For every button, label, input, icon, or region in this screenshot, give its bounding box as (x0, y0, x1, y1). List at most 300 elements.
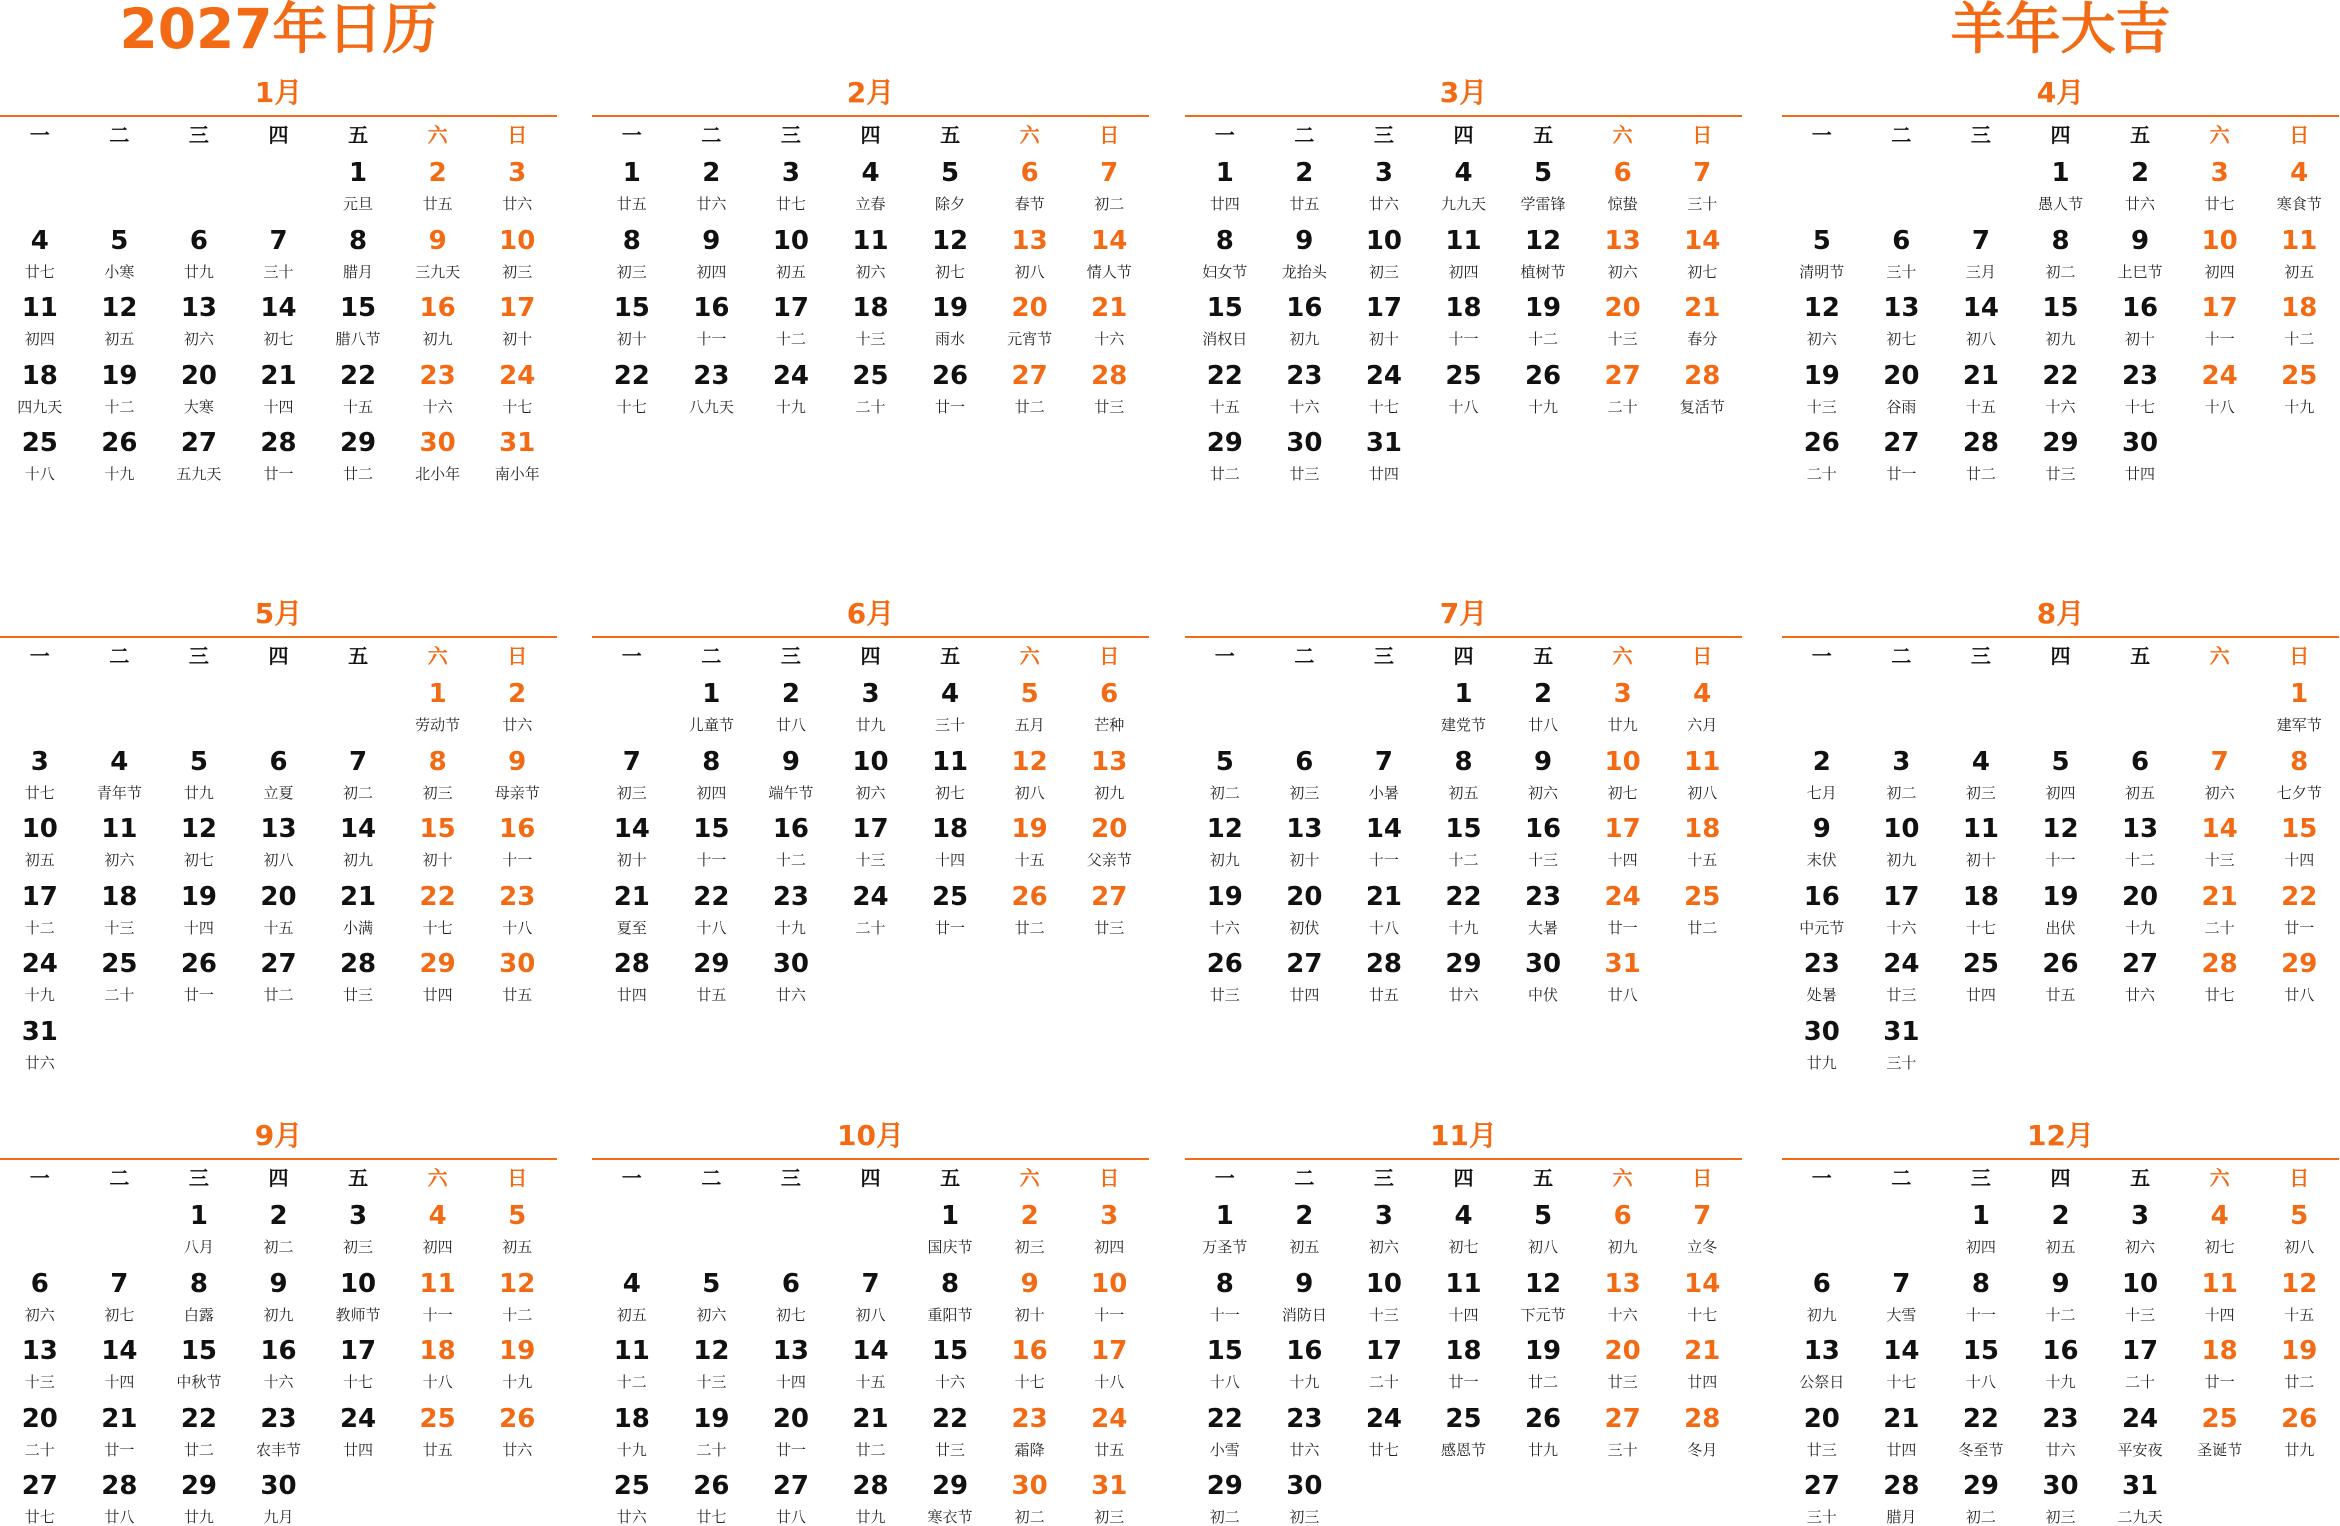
day-cell (1265, 224, 1345, 280)
day-number: 1 (349, 158, 368, 188)
day-number: 12 (2281, 1268, 2318, 1299)
day-cell (1583, 224, 1663, 280)
day-cell (831, 224, 911, 280)
day-number: 16 (2042, 1336, 2079, 1366)
empty-cell (1782, 156, 1862, 212)
day-number: 19 (2042, 881, 2079, 912)
day-number: 31 (2121, 1471, 2159, 1501)
day-cell (1344, 156, 1424, 212)
lunar-date: 廿一 (104, 1440, 135, 1459)
weekday-label: 四 (1453, 1166, 1474, 1190)
day-number: 14 (1962, 293, 2000, 323)
lunar-date: 二十 (855, 918, 886, 937)
day-cell (398, 880, 478, 936)
lunar-date: 十二 (2125, 851, 2156, 869)
day-number: 4 (861, 158, 880, 188)
day-number: 29 (931, 1471, 969, 1501)
lunar-date: 十一 (1094, 1305, 1125, 1324)
day-number: 22 (1206, 1403, 1243, 1434)
day-cell (2021, 1267, 2101, 1323)
day-number: 18 (419, 1336, 456, 1366)
day-number: 7 (622, 746, 641, 777)
day-number: 20 (1883, 360, 1920, 391)
weekday-header (1782, 121, 2339, 149)
day-number: 12 (1803, 293, 1840, 323)
lunar-date: 初七 (1607, 783, 1638, 802)
empty-cell (1862, 677, 1942, 733)
lunar-date: 廿一 (935, 397, 966, 416)
lunar-date: 初十 (1965, 851, 1996, 869)
lunar-date: 廿三 (1607, 1373, 1638, 1391)
day-cell (1344, 745, 1424, 801)
lunar-date: 十二 (2284, 330, 2315, 348)
empty-cell (1862, 156, 1942, 212)
lunar-date: 初伏 (1289, 918, 1320, 937)
lunar-date: 廿一 (183, 986, 214, 1004)
day-number: 3 (349, 1201, 368, 1231)
day-cell (990, 156, 1070, 212)
lunar-date: 元宵节 (1007, 330, 1053, 348)
day-cell (1941, 359, 2021, 415)
day-cell (672, 359, 752, 415)
day-number: 17 (852, 814, 889, 844)
day-cell (2259, 677, 2339, 733)
lunar-date: 八月 (183, 1238, 214, 1256)
lunar-date: 初九 (1289, 330, 1320, 348)
lunar-date: 廿七 (1368, 1440, 1399, 1459)
lunar-date: 十一 (1448, 330, 1479, 348)
lunar-date: 十五 (343, 397, 374, 416)
lunar-date: 廿五 (422, 195, 453, 213)
day-cell (1941, 880, 2021, 936)
day-cell (477, 224, 557, 280)
day-cell (1941, 1199, 2021, 1255)
day-number: 12 (1524, 1268, 1562, 1299)
day-cell (477, 947, 557, 1003)
lunar-date: 国庆节 (927, 1238, 973, 1256)
day-number: 14 (852, 1336, 889, 1366)
day-cell (1503, 156, 1583, 212)
lunar-date: 初九 (343, 851, 374, 869)
day-number: 11 (101, 814, 138, 844)
lunar-date: 谷雨 (1886, 397, 1917, 416)
day-number: 26 (2042, 949, 2079, 979)
lunar-date: 初七 (183, 851, 214, 869)
empty-cell (751, 1199, 831, 1255)
day-number: 11 (2281, 225, 2318, 256)
lunar-date: 劳动节 (415, 716, 461, 734)
day-number: 23 (1803, 949, 1840, 979)
day-cell (159, 359, 239, 415)
day-number: 27 (1091, 881, 1128, 912)
lunar-date: 初三 (343, 1238, 374, 1256)
day-number: 18 (2281, 293, 2318, 323)
day-cell (1503, 359, 1583, 415)
lunar-date: 北小年 (415, 465, 461, 483)
day-number: 25 (1962, 949, 2000, 979)
day-cell (159, 812, 239, 868)
lunar-date: 廿八 (1528, 716, 1559, 734)
day-number: 24 (499, 360, 536, 391)
month-divider (0, 1158, 557, 1160)
weekday-label: 三 (1373, 123, 1394, 147)
day-cell (831, 745, 911, 801)
day-number: 24 (21, 949, 58, 979)
day-cell (80, 812, 160, 868)
weekday-label: 四 (860, 644, 881, 668)
lunar-date: 十一 (696, 330, 727, 348)
day-cell (239, 224, 319, 280)
day-number: 22 (419, 881, 456, 912)
day-cell (1265, 812, 1345, 868)
day-grid (1782, 677, 2339, 1071)
empty-cell (159, 677, 239, 733)
day-number: 26 (931, 360, 969, 391)
lunar-date: 廿四 (422, 986, 453, 1004)
day-number: 11 (1445, 225, 1482, 256)
day-number: 24 (1883, 949, 1920, 979)
weekday-label: 三 (780, 1166, 801, 1190)
day-cell (159, 224, 239, 280)
day-number: 13 (260, 814, 297, 844)
lunar-date: 圣诞节 (2197, 1440, 2243, 1459)
day-cell (2259, 224, 2339, 280)
day-cell (2180, 745, 2260, 801)
day-cell (0, 224, 80, 280)
day-number: 9 (269, 1268, 288, 1299)
day-cell (672, 224, 752, 280)
day-number: 18 (1445, 1336, 1482, 1366)
lunar-date: 十八 (422, 1373, 453, 1391)
lunar-date: 初十 (1368, 330, 1399, 348)
day-cell (1424, 880, 1504, 936)
day-number: 28 (1684, 1403, 1721, 1434)
day-cell (672, 1402, 752, 1458)
day-cell (1503, 677, 1583, 733)
lunar-date: 廿四 (1965, 986, 1996, 1004)
lunar-date: 初五 (104, 330, 135, 348)
lunar-date: 出伏 (2045, 918, 2076, 937)
day-number: 21 (260, 360, 297, 391)
day-number: 26 (1206, 949, 1243, 979)
weekday-label: 三 (1373, 1166, 1394, 1190)
day-cell (1069, 291, 1149, 347)
lunar-date: 廿四 (1687, 1373, 1718, 1391)
day-number: 24 (1365, 360, 1403, 391)
day-number: 29 (419, 949, 456, 979)
lunar-date: 十三 (24, 1373, 55, 1391)
day-cell (0, 1402, 80, 1458)
weekday-label: 五 (940, 644, 961, 668)
day-cell (1185, 291, 1265, 347)
lunar-date: 下元节 (1520, 1305, 1566, 1324)
day-grid (1185, 677, 1742, 1003)
day-cell (1782, 1267, 1862, 1323)
day-number: 10 (339, 1268, 377, 1299)
lunar-date: 十七 (1368, 397, 1399, 416)
month-divider (1185, 636, 1742, 638)
lunar-date: 初三 (616, 262, 647, 281)
day-number: 20 (1604, 1336, 1641, 1366)
lunar-date: 廿二 (1965, 465, 1996, 483)
day-cell (2259, 1334, 2339, 1390)
day-cell (2100, 1402, 2180, 1458)
day-cell (239, 1469, 319, 1525)
weekday-header (592, 121, 1149, 149)
day-cell (990, 1199, 1070, 1255)
day-grid (1782, 156, 2339, 482)
day-cell (1583, 880, 1663, 936)
lunar-date: 十三 (2125, 1305, 2156, 1324)
day-cell (1941, 812, 2021, 868)
lunar-date: 初四 (2045, 783, 2076, 802)
day-cell (80, 880, 160, 936)
day-cell (1069, 745, 1149, 801)
lunar-date: 中伏 (1528, 986, 1559, 1004)
day-number: 21 (339, 881, 377, 912)
day-cell (2021, 812, 2101, 868)
day-cell (990, 291, 1070, 347)
day-cell (1941, 1402, 2021, 1458)
day-cell (80, 1469, 160, 1525)
day-number: 12 (1206, 814, 1243, 844)
day-cell (1069, 677, 1149, 733)
lunar-date: 十二 (616, 1373, 647, 1391)
day-cell (2180, 1199, 2260, 1255)
lunar-date: 廿六 (616, 1508, 647, 1526)
day-cell (239, 426, 319, 482)
day-cell (1941, 426, 2021, 482)
day-number: 24 (2121, 1403, 2159, 1434)
day-cell (1344, 359, 1424, 415)
lunar-date: 端午节 (768, 783, 814, 802)
day-number: 30 (772, 949, 810, 979)
day-cell (2021, 291, 2101, 347)
lunar-date: 十五 (2284, 1305, 2315, 1324)
day-number: 10 (1365, 1268, 1403, 1299)
lunar-date: 初三 (1014, 1238, 1045, 1256)
day-number: 30 (1286, 1471, 1323, 1501)
day-cell (592, 1469, 672, 1525)
lunar-date: 十八 (1368, 918, 1399, 937)
day-cell (1185, 1334, 1265, 1390)
lunar-date: 十一 (1209, 1305, 1240, 1324)
day-number: 10 (499, 225, 536, 256)
day-number: 23 (1286, 360, 1323, 391)
day-number: 1 (622, 158, 641, 188)
day-number: 28 (2201, 949, 2238, 979)
lunar-date: 廿二 (263, 986, 294, 1004)
day-cell (1782, 1402, 1862, 1458)
lunar-date: 龙抬头 (1281, 262, 1327, 281)
day-number: 20 (1286, 881, 1323, 912)
lunar-date: 处暑 (1806, 986, 1837, 1004)
weekday-label: 二 (1891, 644, 1912, 668)
day-number: 19 (1803, 360, 1840, 391)
lunar-date: 十一 (1965, 1305, 1996, 1324)
day-number: 8 (941, 1268, 960, 1299)
day-number: 5 (508, 1201, 527, 1231)
day-number: 20 (1604, 293, 1641, 323)
day-number: 12 (1011, 746, 1048, 777)
day-cell (1503, 1402, 1583, 1458)
day-cell (159, 1199, 239, 1255)
lunar-date: 十九 (2284, 397, 2315, 416)
lunar-date: 初七 (775, 1305, 806, 1324)
day-cell (239, 947, 319, 1003)
weekday-label: 六 (1612, 644, 1633, 668)
day-number: 18 (2201, 1336, 2238, 1366)
day-grid (0, 1199, 557, 1525)
empty-cell (1782, 1199, 1862, 1255)
lunar-date: 初六 (24, 1305, 55, 1324)
lunar-date: 二十 (1368, 1373, 1399, 1391)
day-cell (1424, 1402, 1504, 1458)
day-number: 26 (2281, 1403, 2318, 1434)
day-cell (477, 359, 557, 415)
day-number: 17 (2121, 1336, 2159, 1366)
day-number: 23 (260, 1403, 297, 1434)
day-number: 31 (21, 1016, 58, 1047)
month-3 (1185, 71, 1742, 483)
month-5 (0, 592, 557, 1072)
day-number: 14 (260, 293, 297, 323)
day-cell (1185, 156, 1265, 212)
day-number: 15 (2281, 814, 2318, 844)
day-number: 9 (1534, 746, 1553, 777)
weekday-label: 一 (29, 123, 50, 147)
weekday-label: 日 (1099, 1166, 1120, 1190)
day-cell (2021, 426, 2101, 482)
day-cell (1862, 224, 1942, 280)
day-number: 14 (101, 1336, 138, 1366)
day-number: 7 (861, 1268, 880, 1299)
lunar-date: 春分 (1687, 330, 1718, 348)
day-number: 26 (1524, 360, 1562, 391)
weekday-label: 一 (29, 1166, 50, 1190)
lunar-date: 二十 (2125, 1373, 2156, 1391)
day-cell (1185, 426, 1265, 482)
day-cell (398, 947, 478, 1003)
lunar-date: 十七 (1886, 1373, 1917, 1391)
lunar-date: 十五 (1209, 397, 1240, 416)
day-cell (2180, 1267, 2260, 1323)
day-number: 28 (1365, 949, 1403, 979)
lunar-date: 腊月 (343, 262, 374, 281)
lunar-date: 春节 (1014, 195, 1045, 213)
day-cell (318, 812, 398, 868)
day-number: 7 (110, 1268, 129, 1299)
lunar-date: 初三 (422, 783, 453, 802)
lunar-date: 十四 (2284, 851, 2315, 869)
lunar-date: 十四 (1607, 851, 1638, 869)
day-number: 19 (1206, 881, 1243, 912)
weekday-label: 三 (188, 123, 209, 147)
weekday-label: 一 (1214, 123, 1235, 147)
day-number: 14 (2201, 814, 2238, 844)
day-cell (159, 947, 239, 1003)
lunar-date: 初四 (2204, 262, 2235, 281)
day-cell (477, 677, 557, 733)
lunar-date: 廿八 (2284, 986, 2315, 1004)
day-cell (1503, 1334, 1583, 1390)
day-number: 16 (499, 814, 536, 844)
day-cell (751, 745, 831, 801)
lunar-date: 廿一 (775, 1440, 806, 1459)
lunar-date: 初二 (1094, 195, 1125, 213)
day-cell (2259, 156, 2339, 212)
day-number: 3 (1374, 1201, 1393, 1231)
lunar-date: 十一 (422, 1305, 453, 1324)
lunar-date: 廿一 (1886, 465, 1917, 483)
lunar-date: 十四 (935, 851, 966, 869)
day-cell (398, 1267, 478, 1323)
lunar-date: 初十 (1289, 851, 1320, 869)
lunar-date: 初四 (1448, 262, 1479, 281)
day-number: 12 (2042, 814, 2079, 844)
day-number: 21 (1684, 1336, 1721, 1366)
lunar-date: 廿二 (343, 465, 374, 483)
day-number: 4 (2290, 158, 2309, 188)
day-cell (1503, 1199, 1583, 1255)
lunar-date: 廿四 (616, 986, 647, 1004)
weekday-label: 日 (2289, 123, 2310, 147)
day-cell (751, 947, 831, 1003)
day-number: 6 (30, 1268, 49, 1299)
lunar-date: 十三 (1368, 1305, 1399, 1324)
day-number: 6 (2131, 746, 2150, 777)
month-title: 1月 (254, 76, 303, 109)
day-cell (672, 1334, 752, 1390)
month-2 (592, 71, 1149, 416)
weekday-label: 六 (427, 644, 448, 668)
day-cell (2021, 1334, 2101, 1390)
lunar-date: 廿七 (775, 195, 806, 213)
day-cell (1265, 1267, 1345, 1323)
day-cell (1265, 745, 1345, 801)
lunar-date: 廿四 (1886, 1440, 1917, 1459)
month-divider (1185, 1158, 1742, 1160)
day-cell (1862, 880, 1942, 936)
lunar-date: 十二 (1528, 330, 1559, 348)
day-cell (159, 426, 239, 482)
day-cell (1344, 1402, 1424, 1458)
lunar-date: 廿六 (502, 195, 533, 213)
lunar-date: 廿五 (696, 986, 727, 1004)
lunar-date: 廿九 (2284, 1440, 2315, 1459)
day-cell (1862, 291, 1942, 347)
day-number: 4 (2210, 1201, 2229, 1231)
lunar-date: 二十 (1806, 465, 1837, 483)
lunar-date: 十七 (1014, 1373, 1045, 1391)
day-number: 23 (772, 881, 810, 912)
month-4 (1782, 71, 2339, 483)
day-cell (990, 224, 1070, 280)
day-grid (1185, 156, 1742, 482)
day-number: 23 (1011, 1403, 1048, 1434)
day-number: 26 (1803, 428, 1840, 458)
day-number: 25 (931, 881, 969, 912)
weekday-header (0, 642, 557, 670)
day-number: 22 (1206, 360, 1243, 391)
day-number: 1 (2051, 158, 2070, 188)
empty-cell (239, 156, 319, 212)
day-cell (990, 1267, 1070, 1323)
day-number: 13 (1286, 814, 1323, 844)
day-cell (80, 224, 160, 280)
day-number: 28 (852, 1471, 889, 1501)
day-cell (1424, 1334, 1504, 1390)
